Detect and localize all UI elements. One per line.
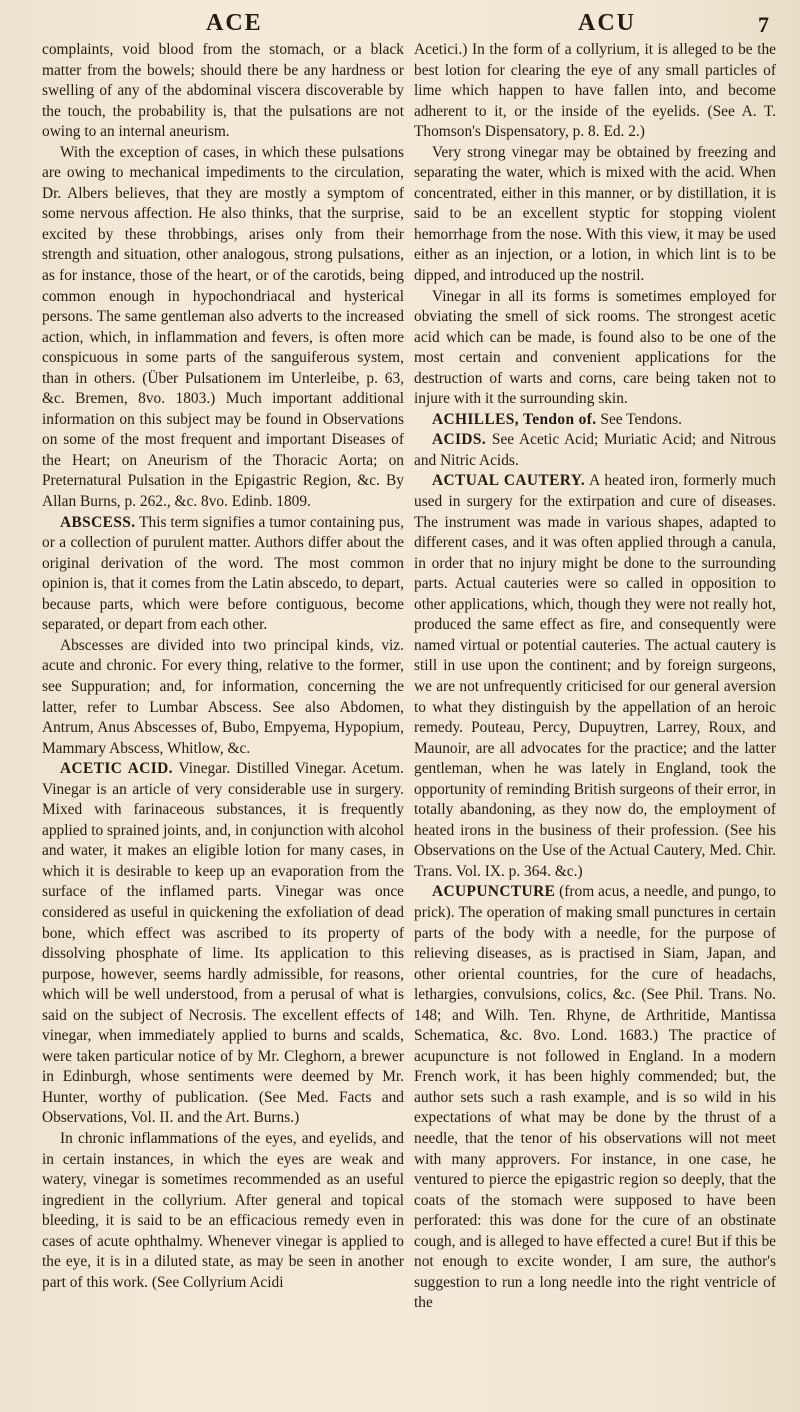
entry-acupuncture [414, 882, 776, 1313]
paragraph: complaints, void blood from the stomach, or a black matter from the bowels; should there be any hardness or swelling of any of the abdominal viscera discoverable by the touch, the probability is, that the pulsations are not owing to an internal aneurism. [42, 41, 404, 141]
page-number: 7 [758, 12, 769, 37]
entry-acids [414, 430, 776, 471]
entry-text: See Acetic Acid; Muriatic Acid; and Nitrous and Nitric Acids. [414, 431, 776, 469]
paragraph: With the exception of cases, in which these pulsations are owing to mechanical impediments to the circulation, Dr. Albers believes, that they are mostly a symptom of some nervous affection. He also thinks, that the surprise, excited by these throbbings, arises only from their strength and situation, other analogous, strong pulsations, as for instance, those of the heart, or of the carotids, being common enough in hypochondriacal and hysterical persons. The same gentleman also adverts to the increased action, which, in inflammation and fevers, is often more conspicuous in some parts of the sanguiferous system, than in others. (Über Pulsationem im Unterleibe, p. 63, &c. Bremen, 8vo. 1803.) Much important additional information on this subject may be found in Observations on some of the most frequent and important Diseases of the Heart; on Aneurism of the Thoracic Aorta; on Preternatural Pulsation in the Epigastric Region, &c. By Allan Burns, p. 262., &c. 8vo. Edinb. 1809. [42, 143, 404, 511]
entry-text: (from acus, a needle, and pungo, to prick). The operation of making small punctures in certain parts of the body with a needle, for the purpose of relieving diseases, as is practised in Siam, Japan, and other oriental countries, for the cure of headachs, lethargies, convulsions, colics, &c. (See Phil. Trans. No. 148; and Wilh. Ten. Rhyne, de Arthritide, Mantissa Schematica, &c. 8vo. Lond. 1683.) The practice of acupuncture is not followed in England. In a modern French work, it has been highly commended; but, the author sets such a rash example, and is so wild in his expectations of what may be done by the thrust of a needle, that the tenor of his observations will not meet with many approvers. For instance, in one case, he ventured to pierce the epigastric region so deeply, that the coats of the stomach were supposed to have been perforated: this was done for the cure of an obstinate cough, and is alleged to have effected a cure! But if this be not enough to excite wonder, I am sure, the author's suggestion to run a long needle into the right ventricle of the [414, 883, 776, 1312]
running-header [0, 10, 800, 44]
right-column [414, 40, 776, 1314]
column-gutter [404, 44, 405, 1404]
entry-abscess [42, 513, 404, 636]
entry-heading: ACIDS. [432, 431, 487, 449]
entry-achilles [414, 410, 776, 431]
entry-heading: ACUPUNCTURE [432, 883, 556, 901]
paragraph: In chronic inflammations of the eyes, and eyelids, and in certain instances, in which the eyes are weak and watery, vinegar is sometimes recommended as an useful ingredient in the collyrium. After general and topical bleeding, it is said to be an efficacious remedy even in cases of acute ophthalmy. Whenever vinegar is applied to the eye, it is in a diluted state, as may be seen in another part of this work. (See Collyrium Acidi [42, 1129, 404, 1291]
entry-heading: ABSCESS. [60, 513, 136, 531]
entry-text: See Tendons. [596, 410, 682, 428]
entry-text: This term signifies a tumor containing pus, or a collection of purulent matter. Authors differ about the original derivation of the word. The most common opinion is, that it comes from the Latin abscedo, to depart, because parts, which were before contiguous, become separated, or depart from each other. [42, 513, 404, 634]
paragraph: Very strong vinegar may be obtained by freezing and separating the water, which is mixed with the acid. When concentrated, either in this manner, or by distillation, it is said to be an excellent styptic for stopping violent hemorrhage from the nose. With this view, it may be used either as an injection, or a lotion, in which lint is to be dipped, and introduced up the nostril. [414, 143, 776, 285]
left-column [42, 40, 404, 1293]
entry-heading: ACTUAL CAUTERY. [432, 472, 586, 490]
entry-heading: ACETIC ACID. [60, 760, 173, 778]
entry-text: A heated iron, formerly much used in surgery for the extirpation and cure of diseases. The instrument was made in various shapes, adapted to different cases, and it was often applied through a canula, in order that no injury might be done to the surrounding parts. Actual cauteries were so called in opposition to other applications, which, though they were not really hot, produced the same effect as fire, and consequently were named virtual or potential cauteries. The actual cautery is still in use upon the continent; and by foreign surgeons, we are not unfrequently criticised for our general aversion to what they distinguish by the appellation of an heroic remedy. Pouteau, Percy, Dupuytren, Larrey, Roux, and Maunoir, are all advocates for the practice; and the latter gentleman, when he was lately in England, took the opportunity of reminding British surgeons of their error, in totally abandoning, as they now do, the employment of heated irons in the business of their profession. (See his Observations on the Use of the Actual Cautery, Med. Chir. Trans. Vol. IX. p. 364. &c.) [414, 472, 776, 880]
paragraph: Abscesses are divided into two principal kinds, viz. acute and chronic. For every thing, relative to the former, see Suppuration; and, for information, concerning the latter, refer to Lumbar Abscess. See also Abdomen, Antrum, Anus Abscesses of, Bubo, Empyema, Hypopium, Mammary Abscess, Whitlow, &c. [42, 636, 404, 757]
entry-text: Vinegar. Distilled Vinegar. Acetum. Vinegar is an article of very considerable use in surgery. Mixed with farinaceous substances, it is frequently applied to sprained joints, and, in conjunction with alcohol and water, it makes an eligible lotion for many cases, in which it is desirable to keep up an evaporation from the surface of the inflamed parts. Vinegar was once considered as useful in quickening the exfoliation of dead bone, which effect was ascribed to its property of dissolving phosphate of lime. Its application to this purpose, however, seems hardly admissible, for reasons, which will be well understood, from a perusal of what is said on the subject of Necrosis. The excellent effects of vinegar, when immediately applied to burns and scalds, were taken particular notice of by Mr. Cleghorn, a brewer in Edinburgh, whose sentiments were deemed by Mr. Hunter, worthy of publication. (See Med. Facts and Observations, Vol. II. and the Art. Burns.) [42, 760, 404, 1127]
entry-actual-cautery [414, 471, 776, 882]
left-running-head: ACE [206, 10, 263, 36]
right-running-head: ACU [578, 10, 636, 36]
paragraph: Acetici.) In the form of a collyrium, it is alleged to be the best lotion for clearing the eye of any small particles of lime which happen to have fallen into, and become adherent to it, or the inside of the eyelids. (See A. T. Thomson's Dispensatory, p. 8. Ed. 2.) [414, 41, 776, 141]
paragraph: Vinegar in all its forms is sometimes employed for obviating the smell of sick rooms. The strongest acetic acid which can be made, is found also to be one of the most certain and convenient applications for the destruction of warts and corns, care being taken not to injure with it the surrounding skin. [414, 287, 776, 408]
entry-acetic-acid [42, 759, 404, 1129]
entry-heading: ACHILLES, Tendon of. [432, 410, 597, 428]
